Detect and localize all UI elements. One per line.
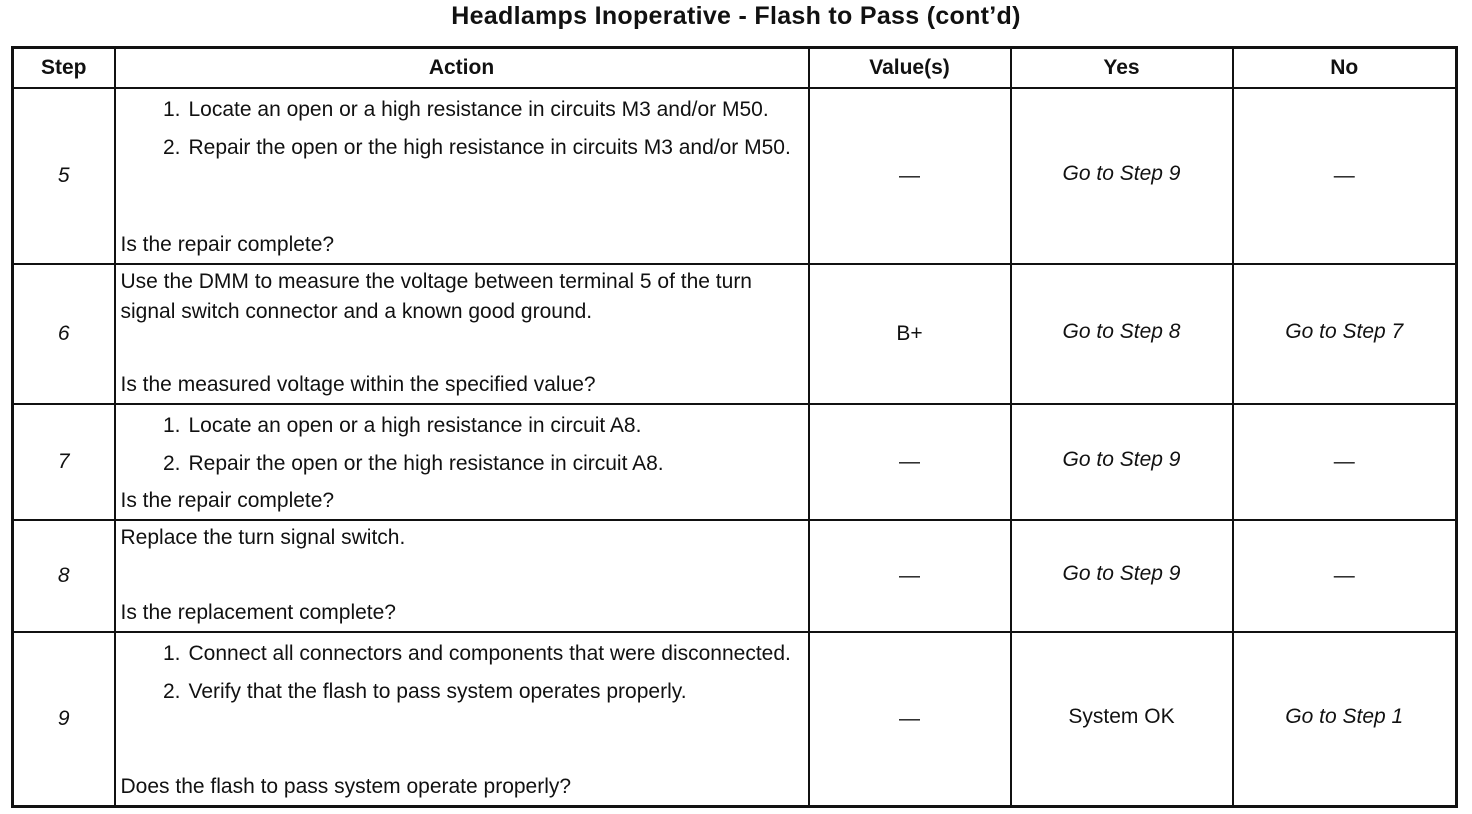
action-cell (115, 520, 809, 632)
action-question: Does the flash to pass system operate properly? (120, 775, 572, 798)
step-number: 5 (13, 88, 115, 264)
action-list (121, 633, 802, 707)
table-row (13, 404, 1457, 520)
yes-cell: Go to Step 9 (1011, 520, 1233, 632)
value-cell: B+ (809, 264, 1011, 404)
list-item-number: 1. (162, 642, 181, 666)
yes-cell: Go to Step 9 (1011, 404, 1233, 520)
no-cell: Go to Step 1 (1233, 632, 1457, 806)
action-question: Is the repair complete? (120, 489, 335, 513)
list-item (121, 411, 802, 441)
table-row (13, 520, 1457, 632)
list-item-number: 1. (162, 98, 181, 121)
action-text: Replace the turn signal switch. (120, 526, 406, 550)
yes-cell: Go to Step 9 (1011, 88, 1233, 264)
action-text: Use the DMM to measure the voltage between terminal 5 of the turn signal switch connector and a known good ground. (120, 270, 752, 324)
list-item (121, 677, 802, 707)
no-cell: — (1233, 520, 1457, 632)
action-cell (115, 404, 809, 520)
list-item-number: 1. (162, 414, 181, 438)
action-question: Is the replacement complete? (120, 601, 396, 625)
header-no: No (1233, 48, 1457, 89)
list-item (121, 449, 802, 479)
list-item-text: Locate an open or a high resistance in circuits M3 and/or M50. (188, 98, 769, 121)
action-question: Is the repair complete? (120, 233, 335, 257)
list-item-number: 2. (162, 680, 181, 704)
step-number: 7 (13, 404, 115, 520)
header-yes: Yes (1011, 48, 1233, 89)
list-item (121, 95, 802, 125)
step-number: 8 (13, 520, 115, 632)
page-title: Headlamps Inoperative - Flash to Pass (cont’d) (451, 2, 1021, 30)
yes-cell: System OK (1011, 632, 1233, 806)
step-number: 6 (13, 264, 115, 404)
no-cell: — (1233, 88, 1457, 264)
list-item-number: 2. (162, 452, 181, 476)
list-item (121, 639, 802, 669)
step-number: 9 (13, 632, 115, 806)
table-row (13, 632, 1457, 806)
no-cell: Go to Step 7 (1233, 264, 1457, 404)
list-item-text: Repair the open or the high resistance in circuit A8. (188, 452, 664, 476)
list-item-text: Repair the open or the high resistance in circuits M3 and/or M50. (188, 136, 791, 159)
yes-cell: Go to Step 8 (1011, 264, 1233, 404)
no-cell: — (1233, 404, 1457, 520)
action-list (121, 405, 802, 479)
header-step: Step (13, 48, 115, 89)
header-action: Action (115, 48, 809, 89)
header-value: Value(s) (809, 48, 1011, 89)
table-header-row (13, 48, 1457, 89)
action-question: Is the measured voltage within the specified value? (120, 373, 596, 397)
value-cell: — (809, 88, 1011, 264)
table-row (13, 264, 1457, 404)
action-list (121, 89, 802, 163)
list-item (121, 133, 802, 163)
list-item-text: Verify that the flash to pass system operates properly. (188, 680, 687, 704)
action-cell (115, 632, 809, 806)
value-cell: — (809, 404, 1011, 520)
value-cell: — (809, 632, 1011, 806)
action-cell (115, 88, 809, 264)
list-item-text: Locate an open or a high resistance in circuit A8. (188, 414, 642, 438)
action-cell (115, 264, 809, 404)
list-item-text: Connect all connectors and components that were disconnected. (188, 642, 791, 666)
table-row (13, 88, 1457, 264)
diagnostic-table (11, 46, 1458, 808)
value-cell: — (809, 520, 1011, 632)
list-item-number: 2. (162, 136, 181, 159)
